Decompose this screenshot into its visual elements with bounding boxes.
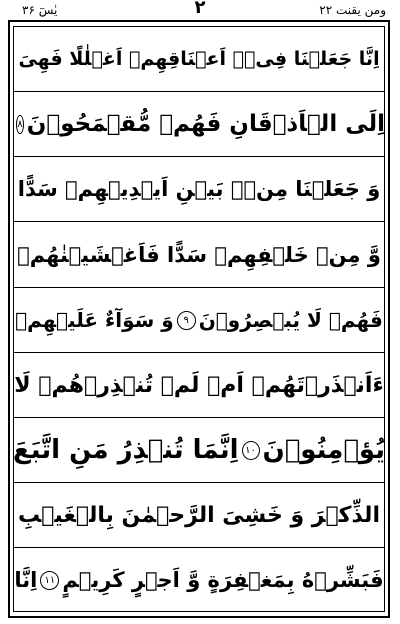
verse-line-text: فَبَشِّرۡهُ بِمَغۡفِرَةٍ وَّ اَجۡرٍ کَرِیۡمٍ xyxy=(62,568,384,592)
verse-line-6 xyxy=(13,353,385,418)
verse-line-text: وَ جَعَلۡنَا مِنۡۢ بَیۡنِ اَیۡدِیۡهِمۡ سَدًّا xyxy=(17,177,381,201)
verse-line-text-continued: وَ سَوَآءٌ عَلَیۡهِمۡ xyxy=(15,308,174,332)
verse-line-text: اِنَّا جَعَلۡنَا فِیۡۤ اَعۡنَاقِهِمۡ اَغۡلٰلًا فَهِیَ xyxy=(18,47,380,70)
verse-line-4 xyxy=(13,222,385,288)
surah-name-label: یٰسٓ ۳۶ xyxy=(22,3,58,17)
verse-line-text: الذِّکۡرَ وَ خَشِیَ الرَّحۡمٰنَ بِالۡغَیۡبِ xyxy=(18,502,380,528)
verse-line-2 xyxy=(13,92,385,157)
verse-line-text-continued: اِنَّمَا تُنۡذِرُ مَنِ اتَّبَعَ xyxy=(13,435,239,465)
verse-line-text-continued: اِنَّا xyxy=(14,568,38,592)
verse-lines xyxy=(13,26,385,612)
verse-line-text: یُؤۡمِنُوۡنَ xyxy=(262,435,385,465)
verse-line-1 xyxy=(13,26,385,92)
verse-line-text: وَّ مِنۡ خَلۡفِهِمۡ سَدًّا فَاَغۡشَیۡنٰهُمۡ xyxy=(17,242,381,267)
juz-name-label: ومن یقنت ۲۲ xyxy=(319,3,386,17)
verse-line-text: اِلَی الۡاَذۡقَانِ فَهُمۡ مُّقۡمَحُوۡنَ xyxy=(26,111,385,137)
verse-line-text: ءَاَنۡذَرۡتَهُمۡ اَمۡ لَمۡ تُنۡذِرۡهُمۡ لَا xyxy=(14,372,384,398)
verse-line-text: فَهُمۡ لَا یُبۡصِرُوۡنَ xyxy=(198,308,383,332)
verse-end-marker: ۱۱ xyxy=(40,571,59,590)
verse-end-marker: ۸ xyxy=(16,115,24,134)
verse-line-8 xyxy=(13,483,385,548)
verse-line-5 xyxy=(13,288,385,353)
verse-end-marker: ۹ xyxy=(177,311,196,330)
verse-line-3 xyxy=(13,157,385,222)
page-number: ۲ xyxy=(194,0,206,18)
verse-end-marker: ۱۰ xyxy=(242,441,260,460)
verse-line-9 xyxy=(13,548,385,612)
verse-line-7 xyxy=(13,418,385,483)
